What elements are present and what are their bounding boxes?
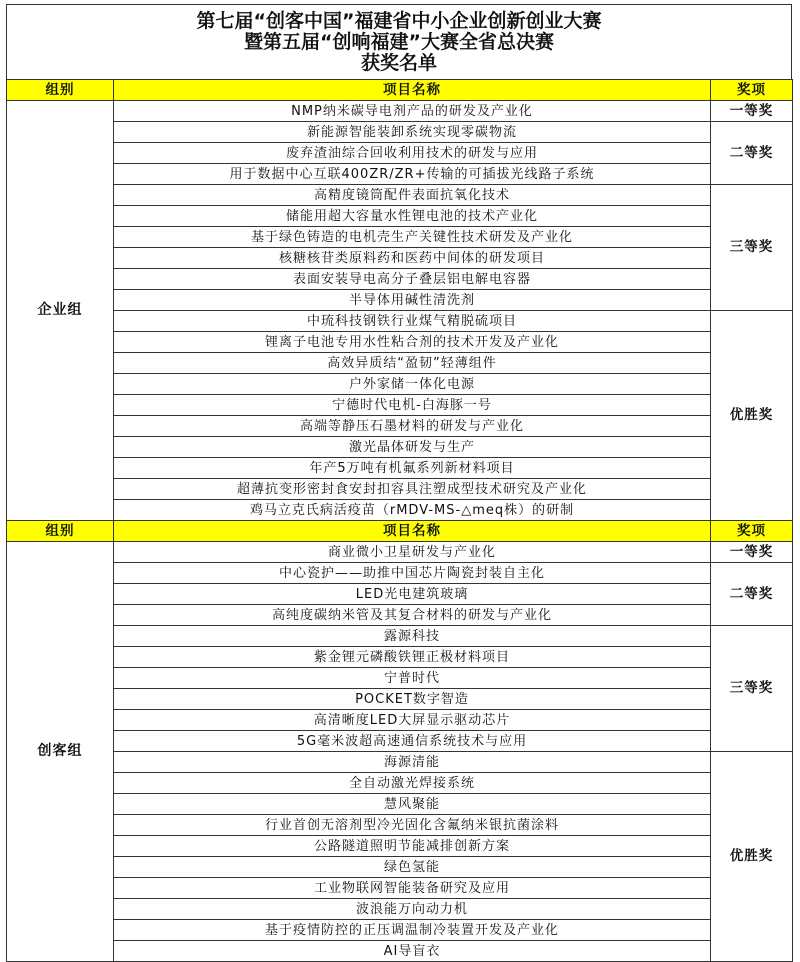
project-cell: POCKET数字智造 (114, 689, 711, 710)
project-cell: 中心瓷护——助推中国芯片陶瓷封装自主化 (114, 563, 711, 584)
table-row (7, 731, 793, 752)
table-row (7, 878, 793, 899)
project-cell: 行业首创无溶剂型冷光固化含氟纳米银抗菌涂料 (114, 815, 711, 836)
award-cell: 一等奖 (711, 542, 793, 563)
project-cell: 工业物联网智能装备研究及应用 (114, 878, 711, 899)
table-row (7, 689, 793, 710)
header-award: 奖项 (711, 80, 793, 101)
project-cell: 基于疫情防控的正压调温制冷装置开发及产业化 (114, 920, 711, 941)
table-row (7, 206, 793, 227)
title-line-1: 第七届“创客中国”福建省中小企业创新创业大赛 (196, 10, 602, 32)
header-award: 奖项 (711, 521, 793, 542)
table-row (7, 290, 793, 311)
award-cell: 一等奖 (711, 101, 793, 122)
award-cell: 三等奖 (711, 185, 793, 311)
table-row (7, 479, 793, 500)
award-cell: 优胜奖 (711, 752, 793, 962)
table-row (7, 143, 793, 164)
award-cell: 二等奖 (711, 122, 793, 185)
project-cell: 绿色氢能 (114, 857, 711, 878)
table-row (7, 416, 793, 437)
table-row (7, 941, 793, 962)
project-cell: 高精度镜筒配件表面抗氧化技术 (114, 185, 711, 206)
project-cell: 核糖核苷类原料药和医药中间体的研发项目 (114, 248, 711, 269)
table-row (7, 857, 793, 878)
project-cell: 基于绿色铸造的电机壳生产关键性技术研发及产业化 (114, 227, 711, 248)
table-row (7, 710, 793, 731)
project-cell: 海源清能 (114, 752, 711, 773)
table-row (7, 542, 793, 563)
table-row (7, 353, 793, 374)
title-block (6, 4, 792, 79)
project-cell: 高效异质结“盈韧”轻薄组件 (114, 353, 711, 374)
project-cell: 激光晶体研发与生产 (114, 437, 711, 458)
table-row (7, 773, 793, 794)
project-cell: 表面安装导电高分子叠层铝电解电容器 (114, 269, 711, 290)
table-row (7, 269, 793, 290)
project-cell: 户外家储一体化电源 (114, 374, 711, 395)
table-row (7, 500, 793, 521)
project-cell: 慧风聚能 (114, 794, 711, 815)
project-cell: 宁德时代电机-白海豚一号 (114, 395, 711, 416)
title-line-2: 暨第五届“创响福建”大赛全省总决赛 (244, 31, 554, 53)
project-cell: 商业微小卫星研发与产业化 (114, 542, 711, 563)
project-cell: 锂离子电池专用水性粘合剂的技术开发及产业化 (114, 332, 711, 353)
award-table-body (7, 80, 793, 962)
table-row (7, 605, 793, 626)
header-row (7, 521, 793, 542)
table-row (7, 374, 793, 395)
table-row (7, 122, 793, 143)
project-cell: 鸡马立克氏病活疫苗（rMDV-MS-△meq株）的研制 (114, 500, 711, 521)
project-cell: 5G毫米波超高速通信系统技术与应用 (114, 731, 711, 752)
award-sheet (6, 4, 792, 962)
table-row (7, 584, 793, 605)
header-project: 项目名称 (114, 521, 711, 542)
header-group: 组别 (7, 80, 114, 101)
table-row (7, 311, 793, 332)
header-project: 项目名称 (114, 80, 711, 101)
table-row (7, 899, 793, 920)
table-row (7, 752, 793, 773)
group-cell: 企业组 (7, 101, 114, 521)
table-row (7, 332, 793, 353)
project-cell: 废弃渣油综合回收利用技术的研发与应用 (114, 143, 711, 164)
table-row (7, 395, 793, 416)
table-row (7, 668, 793, 689)
table-row (7, 437, 793, 458)
project-cell: 高纯度碳纳米管及其复合材料的研发与产业化 (114, 605, 711, 626)
award-table (6, 79, 793, 962)
project-cell: 露源科技 (114, 626, 711, 647)
header-group: 组别 (7, 521, 114, 542)
project-cell: 新能源智能装卸系统实现零碳物流 (114, 122, 711, 143)
project-cell: 用于数据中心互联400ZR/ZR+传输的可插拔光线路子系统 (114, 164, 711, 185)
project-cell: 年产5万吨有机氟系列新材料项目 (114, 458, 711, 479)
table-row (7, 185, 793, 206)
table-row (7, 164, 793, 185)
award-cell: 二等奖 (711, 563, 793, 626)
table-row (7, 248, 793, 269)
table-row (7, 836, 793, 857)
project-cell: 公路隧道照明节能减排创新方案 (114, 836, 711, 857)
award-cell: 优胜奖 (711, 311, 793, 521)
project-cell: AI导盲衣 (114, 941, 711, 962)
table-row (7, 794, 793, 815)
project-cell: 全自动激光焊接系统 (114, 773, 711, 794)
group-cell: 创客组 (7, 542, 114, 962)
project-cell: 宁普时代 (114, 668, 711, 689)
project-cell: LED光电建筑玻璃 (114, 584, 711, 605)
project-cell: 中琉科技钢铁行业煤气精脱硫项目 (114, 311, 711, 332)
table-row (7, 458, 793, 479)
header-row (7, 80, 793, 101)
table-row (7, 815, 793, 836)
table-row (7, 920, 793, 941)
award-cell: 三等奖 (711, 626, 793, 752)
table-row (7, 563, 793, 584)
project-cell: 高端等静压石墨材料的研发与产业化 (114, 416, 711, 437)
project-cell: 高清晰度LED大屏显示驱动芯片 (114, 710, 711, 731)
project-cell: 波浪能万向动力机 (114, 899, 711, 920)
project-cell: 储能用超大容量水性锂电池的技术产业化 (114, 206, 711, 227)
table-row (7, 101, 793, 122)
title-line-3: 获奖名单 (360, 52, 437, 74)
table-row (7, 227, 793, 248)
table-row (7, 647, 793, 668)
project-cell: 超薄抗变形密封食安封扣容具注塑成型技术研究及产业化 (114, 479, 711, 500)
table-row (7, 626, 793, 647)
project-cell: 紫金锂元磷酸铁锂正极材料项目 (114, 647, 711, 668)
project-cell: NMP纳米碳导电剂产品的研发及产业化 (114, 101, 711, 122)
project-cell: 半导体用碱性清洗剂 (114, 290, 711, 311)
